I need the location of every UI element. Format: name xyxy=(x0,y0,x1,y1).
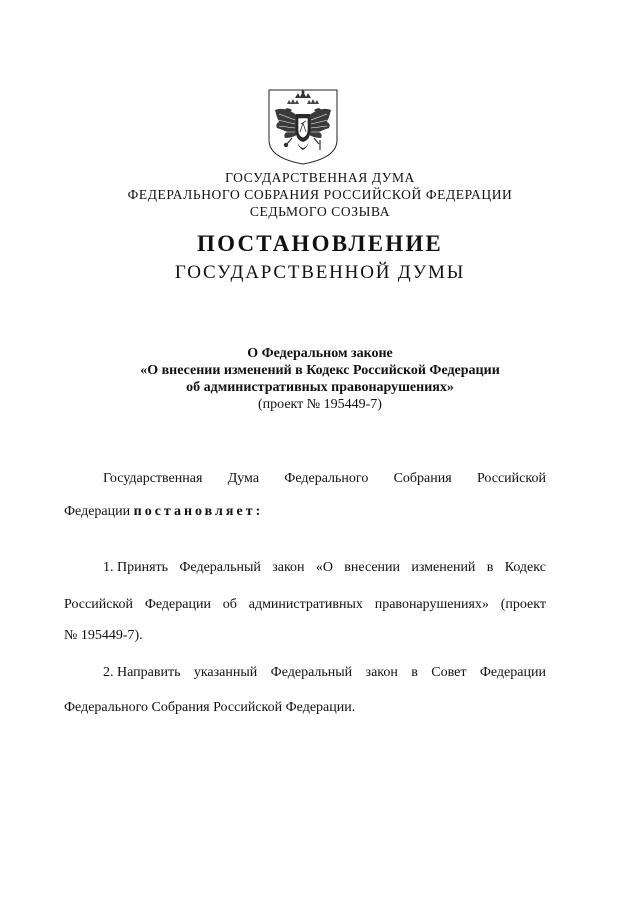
convocation-line: СЕДЬМОГО СОЗЫВА xyxy=(249,204,391,219)
intro-line-2-prefix: Федерации xyxy=(64,504,131,519)
item-1-word: об xyxy=(222,597,237,612)
item-1-line-3: № 195449-7). xyxy=(64,628,143,643)
coat-of-arms-icon xyxy=(265,88,341,166)
item-2-word: Федерации xyxy=(479,665,546,680)
document-type-title: ПОСТАНОВЛЕНИЕ xyxy=(197,231,443,256)
subject-line-3: об административных правонарушениях» xyxy=(186,380,454,395)
subject-line-1: О Федеральном законе xyxy=(247,346,393,361)
item-2-line-1 xyxy=(103,664,546,681)
item-1-word: 1. Принять xyxy=(103,560,169,575)
org-name-line-2: ФЕДЕРАЛЬНОГО СОБРАНИЯ РОССИЙСКОЙ ФЕДЕРАЦИИ xyxy=(127,187,513,202)
item-1-word: правонарушениях» xyxy=(374,597,489,612)
item-2-word: указанный xyxy=(193,665,258,680)
intro-word: Собрания xyxy=(393,471,452,486)
item-1-word: внесении xyxy=(344,560,401,575)
item-1-word: «О xyxy=(315,560,333,575)
intro-word: Федерального xyxy=(284,471,369,486)
intro-word: Государственная xyxy=(103,471,203,486)
item-1-word: в xyxy=(486,560,494,575)
intro-word: Российской xyxy=(476,471,546,486)
item-1-word: изменений xyxy=(411,560,476,575)
intro-line-1 xyxy=(103,470,546,487)
intro-line-2 xyxy=(64,503,263,520)
item-1-line-1 xyxy=(103,559,546,576)
item-2-word: в xyxy=(411,665,418,680)
item-2-word: закон xyxy=(365,665,398,680)
bill-number: (проект № 195449-7) xyxy=(258,397,382,412)
item-2-word: Федеральный xyxy=(270,665,353,680)
item-2-word: 2. Направить xyxy=(103,665,181,680)
org-name-line-1: ГОСУДАРСТВЕННАЯ ДУМА xyxy=(225,170,415,185)
item-2-line-2: Федерального Собрания Российской Федерации. xyxy=(64,700,356,715)
item-1-word: (проект xyxy=(500,597,546,612)
document-type-subtitle: ГОСУДАРСТВЕННОЙ ДУМЫ xyxy=(174,262,466,283)
item-1-word: Российской xyxy=(64,597,133,612)
subject-line-2: «О внесении изменений в Кодекс Российской Федерации xyxy=(140,363,500,378)
item-1-word: Федерации xyxy=(144,597,211,612)
item-1-word: административных xyxy=(248,597,363,612)
intro-word: Дума xyxy=(227,471,260,486)
item-1-line-2 xyxy=(64,596,546,613)
item-1-word: закон xyxy=(272,560,305,575)
resolves-keyword: постановляет: xyxy=(133,504,264,519)
item-1-word: Кодекс xyxy=(504,560,546,575)
item-1-word: Федеральный xyxy=(179,560,261,575)
item-2-word: Совет xyxy=(431,665,467,680)
